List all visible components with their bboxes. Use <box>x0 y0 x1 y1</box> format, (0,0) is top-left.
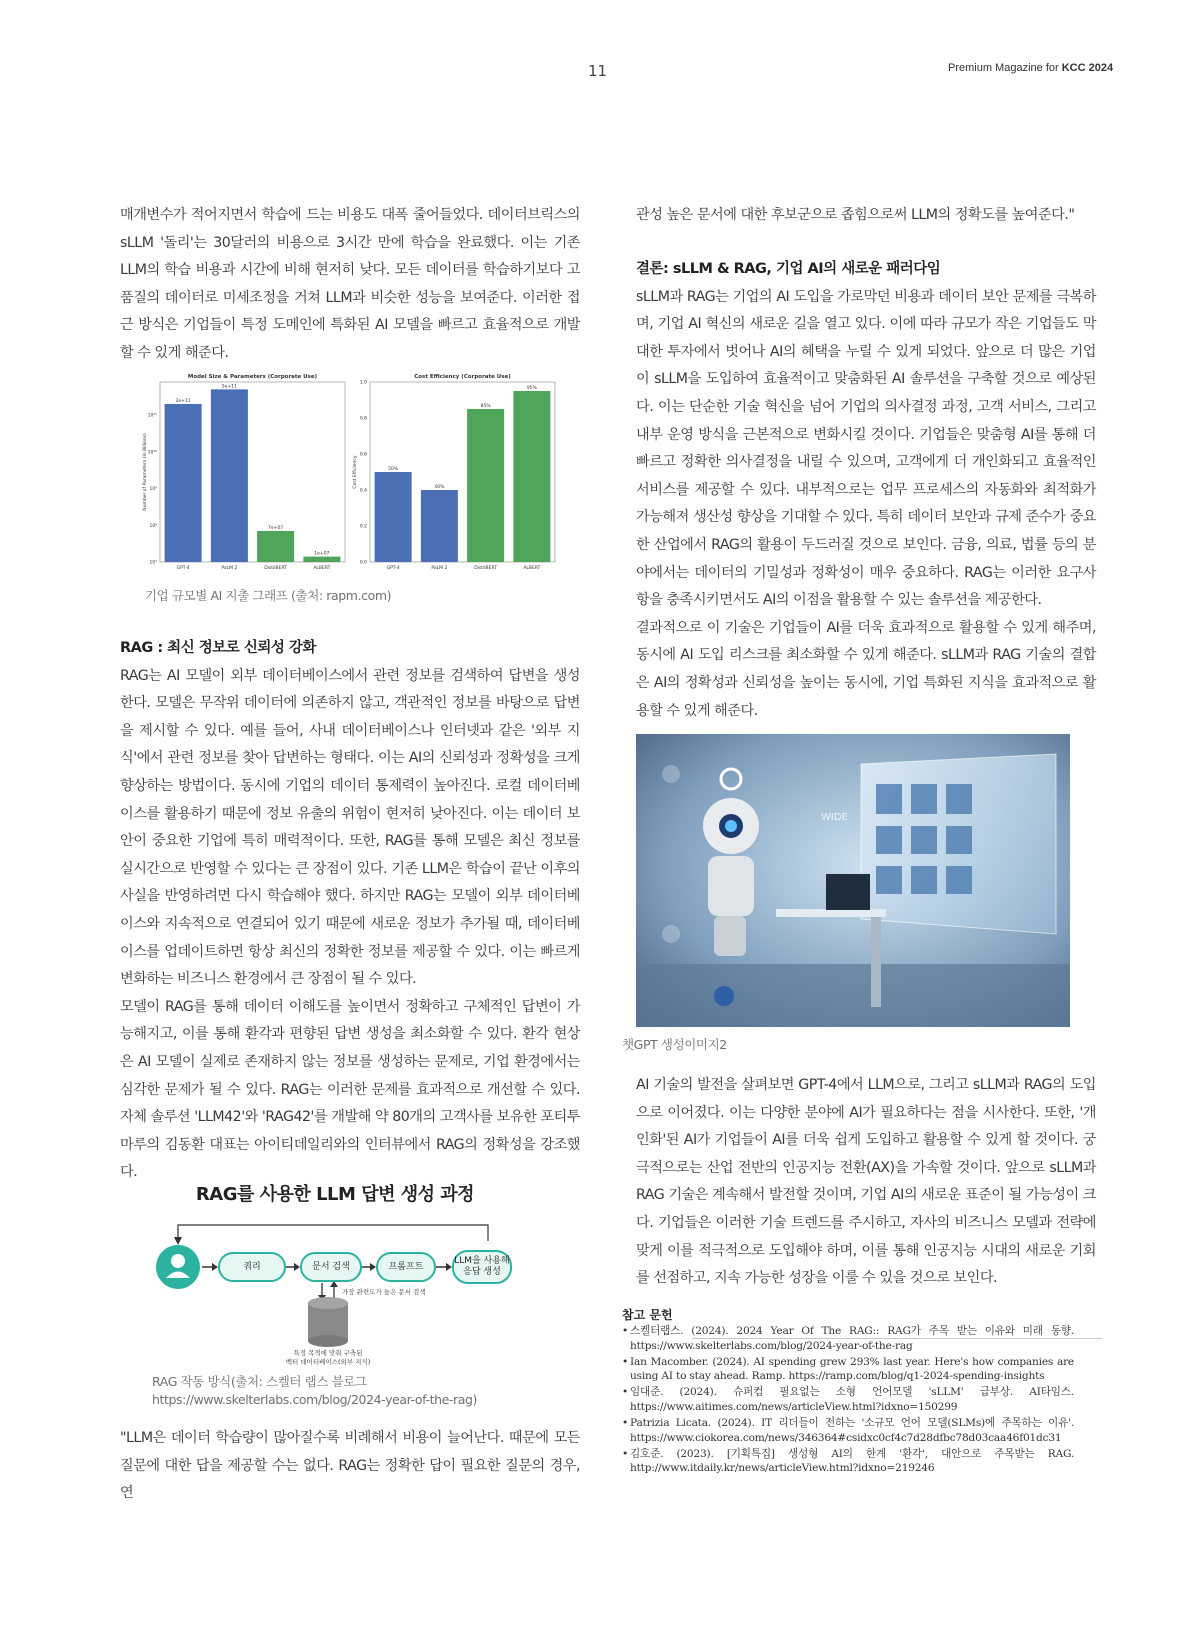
tile-3 <box>946 784 972 814</box>
right-column-top <box>636 202 1096 230</box>
bar-label-0-0: 2e+11 <box>175 399 191 405</box>
flow-step-retrieval: 문서 검색 <box>300 1252 362 1282</box>
reference-item: • Patrizia Licata. (2024). IT 리더들이 전하는 '소규모 언어 모델(SLMs)에 주목하는 이유'. https://www.ciokorea.com/news/346364#csidxc0cf4c7d28dfbc78d03caa46f01dc31 <box>622 1416 1074 1445</box>
desk-leg <box>871 917 881 1007</box>
bar-1-distilbert <box>467 409 504 562</box>
database-bottom <box>308 1335 348 1347</box>
diagram-db-label <box>268 1349 388 1367</box>
chart-tick-1-3: 0.6 <box>359 452 367 458</box>
right-section-conclusion <box>636 256 1096 725</box>
page-number: 11 <box>588 62 608 80</box>
right-paragraph-4: AI 기술의 발전을 살펴보면 GPT-4에서 LLM으로, 그리고 sLLM과 RAG의 도입으로 이어졌다. 이는 다양한 분야에 AI가 필요하다는 점을 시사한다. 또한, '개인화'된 AI가 기업들이 AI를 더욱 쉽게 도입하고 활용할 수 있게 할 것이다. 궁극적으로는 산업 전반의 인공지능 전환(AX)을 가속할 것이다. 앞으로 sLLM과 RAG 기술은 계속해서 발전할 것이며, 기업 AI의 새로운 표준이 될 가능성이 크다. 기업들은 이러한 기술 트렌드를 주시하고, 자사의 비즈니스 모델과 전략에 맞게 이를 적극적으로 도입해야 하며, 이를 통해 인공지능 시대의 새로운 기회를 선점하고, 지속 가능한 성장을 이룰 수 있을 것으로 보인다. <box>636 1077 1096 1287</box>
chart-tick-1-1: 0.2 <box>359 524 367 530</box>
bar-1-gpt-4 <box>375 472 412 562</box>
left-paragraph-1: 매개변수가 적어지면서 학습에 드는 비용도 대폭 줄어들었다. 데이터브릭스의 sLLM '돌리'는 30달러의 비용으로 3시간 만에 학습을 완료했다. 이는 기존 LLM의 학습 비용과 시간에 비해 현저히 낮다. 모든 데이터를 학습하기보다 고품질의 데이터로 미세조정을 거쳐 LLM과 비슷한 성능을 보여준다. 이러한 접근 방식은 기업들이 특정 도메인에 특화된 AI 모델을 빠르고 효율적으로 개발할 수 있게 해준다. <box>120 207 580 361</box>
chart-tick-0-1: 10⁸ <box>149 523 157 529</box>
right-paragraph-1: 관성 높은 문서에 대한 후보군으로 좁힘으로써 LLM의 정확도를 높여준다." <box>636 207 1075 223</box>
category-label-0-1: PaLM 2 <box>221 566 238 571</box>
screen-tiles <box>876 784 972 894</box>
tile-4 <box>876 826 902 854</box>
robot-illustration <box>636 734 1070 1027</box>
chart-tick-1-4: 0.8 <box>359 416 367 422</box>
right-para-4 <box>636 1072 1096 1293</box>
bar-label-1-1: 40% <box>434 485 445 490</box>
left-section-rag <box>120 635 580 1187</box>
robot-eye <box>725 820 737 832</box>
flow-step-generate: LLM을 사용해 응답 생성 <box>452 1250 512 1284</box>
magazine-issue: KCC 2024 <box>1061 62 1114 74</box>
tile-2 <box>911 784 937 814</box>
image-text-wide: WIDE <box>821 812 848 823</box>
chart-tick-0-0: 10⁷ <box>149 560 157 566</box>
bar-label-1-2: 85% <box>480 404 491 409</box>
right-paragraph-2: sLLM과 RAG는 기업의 AI 도입을 가로막던 비용과 데이터 보안 문제를 극복하며, 기업 AI 혁신의 새로운 길을 열고 있다. 이에 따라 규모가 작은 기업들도 막대한 투자에서 벗어나 AI의 혜택을 누릴 수 있게 되었다. 앞으로 더 많은 기업이 sLLM을 도입하여 효율적이고 맞춤화된 AI 솔루션을 구축할 것으로 예상된다. 이는 단순한 기술 혁신을 넘어 기업의 의사결정 과정, 고객 서비스, 그리고 내부 운영 방식을 근본적으로 변화시킬 것이다. 기업들은 맞춤형 AI를 통해 더 빠르고 정확한 의사결정을 내릴 수 있으며, 고객에게 더 개인화되고 효율적인 서비스를 제공할 수 있다. 내부적으로는 업무 프로세스의 자동화와 최적화가 가능해져 생산성 향상을 기대할 수 있다. 특히 데이터 보안과 규제 준수가 중요한 산업에서 RAG의 활용이 두드러질 것으로 보인다. 금융, 의료, 법률 등의 분야에서는 데이터의 기밀성과 정확성이 매우 중요하다. RAG는 이러한 요구사항을 충족시키면서도 AI의 이점을 활용할 수 있는 솔루션을 제공한다. <box>636 288 1096 609</box>
bar-label-1-3: 95% <box>526 386 537 391</box>
bar-0-palm-2 <box>211 389 248 562</box>
bar-label-0-1: 5e+11 <box>221 384 237 390</box>
chart-tick-1-5: 1.0 <box>359 380 367 386</box>
left-paragraph-2: RAG는 AI 모델이 외부 데이터베이스에서 관련 정보를 검색하여 답변을 생성한다. 모델은 무작위 데이터에 의존하지 않고, 객관적인 정보를 바탕으로 답변을 제시할 수 있다. 예를 들어, 사내 데이터베이스나 인터넷과 같은 '외부 지식'에서 관련 정보를 찾아 답변하는 형태다. 이는 AI의 신뢰성과 정확성을 크게 향상하는 방법이다. 동시에 기업의 데이터 통제력이 높아진다. 로컬 데이터베이스를 활용하기 때문에 정보 유출의 위험이 현저히 낮아진다. 이는 데이터 보안이 중요한 기업에 특히 매력적이다. 또한, RAG를 통해 모델은 최신 정보를 실시간으로 반영할 수 있다는 큰 장점이 있다. 기존 LLM은 학습이 끝난 이후의 사실을 반영하려면 다시 학습해야 했다. 하지만 RAG는 모델이 외부 데이터베이스와 지속적으로 연결되어 있기 때문에 새로운 정보가 추가될 때, 데이터베이스를 업데이트하면 항상 최신의 정확한 정보를 제공할 수 있다. 이는 빠르게 변화하는 비즈니스 환경에서 큰 장점이 될 수 있다. <box>120 667 580 988</box>
tile-9 <box>946 866 972 894</box>
chart-tick-0-2: 10⁹ <box>149 487 157 493</box>
chart-tick-0-4: 10¹¹ <box>147 413 157 419</box>
diagram-side-note: 가장 관련도가 높은 문서 검색 <box>342 1288 426 1296</box>
bg-bot-2 <box>662 925 680 943</box>
bg-bot-1 <box>662 765 680 783</box>
chart-ylabel-1: Cost Efficiency <box>353 455 358 489</box>
chart-tick-1-2: 0.4 <box>359 488 367 494</box>
bar-0-distilbert <box>257 531 294 562</box>
chart-figure <box>138 368 568 578</box>
flow-step-prompt: 프롬프트 <box>376 1252 436 1282</box>
chart-tick-1-0: 0.0 <box>359 560 367 566</box>
chart-caption: 기업 규모별 AI 지출 그래프 (출처: rapm.com) <box>145 588 392 603</box>
tile-5 <box>911 826 937 854</box>
category-label-1-1: PaLM 2 <box>431 566 448 571</box>
bar-1-albert <box>513 391 550 562</box>
left-paragraph-4: "LLM은 데이터 학습량이 많아질수록 비례해서 비용이 늘어난다. 때문에 모든 질문에 대한 답을 제공할 수는 없다. RAG는 정확한 답이 필요한 질문의 경우, 연 <box>120 1430 580 1502</box>
category-label-0-0: GPT-4 <box>176 566 190 571</box>
robot-legs <box>714 916 746 956</box>
robot-body <box>708 856 754 916</box>
robot-image <box>636 734 1070 1027</box>
floor <box>636 964 1070 1027</box>
desk-top <box>776 909 886 917</box>
category-label-1-0: GPT-4 <box>386 566 400 571</box>
category-label-0-3: ALBERT <box>313 566 331 571</box>
chart-title-1: Cost Efficiency (Corporate Use) <box>414 374 511 380</box>
flow-step-query: 쿼리 <box>218 1252 286 1282</box>
chart-tick-0-3: 10¹⁰ <box>147 450 157 456</box>
rag-diagram <box>150 1215 530 1375</box>
monitor <box>826 874 870 910</box>
chart-ylabel-0: Number of Parameters (in Billions) <box>143 433 148 511</box>
category-label-1-2: DistilBERT <box>474 566 498 571</box>
bar-0-gpt-4 <box>165 404 202 562</box>
reference-item: • Ian Macomber. (2024). AI spending grew 293% last year. Here's how companies are using AI to stay ahead. Ramp. https://ramp.com/blog/q1-2024-spending-insights <box>622 1355 1074 1384</box>
references-title: 참고 문헌 <box>622 1308 673 1322</box>
category-label-0-2: DistilBERT <box>264 566 288 571</box>
reference-item: • 스켈터랩스. (2024). 2024 Year Of The RAG:: RAG가 주목 받는 이유와 미래 동향. https://www.skelterlabs.com/blog/2024-year-of-the-rag <box>622 1324 1074 1353</box>
right-paragraph-3: 결과적으로 이 기술은 기업들이 AI를 더욱 효과적으로 활용할 수 있게 해주며, 동시에 AI 도입 리스크를 최소화할 수 있게 해준다. sLLM과 RAG 기술의 결합은 AI의 정확성과 신뢰성을 높이는 동시에, 기업 특화된 지식을 효과적으로 활용할 수 있게 해준다. <box>636 619 1096 719</box>
category-label-1-3: ALBERT <box>523 566 541 571</box>
db-label-line-2: 벡터 데이터베이스(외부 지식) <box>285 1358 371 1366</box>
bar-1-palm-2 <box>421 490 458 562</box>
feedback-line <box>178 1225 488 1241</box>
references-list <box>622 1324 1074 1477</box>
db-label-line-1: 특정 목적에 맞춰 구축된 <box>293 1349 363 1357</box>
reference-item: • 임대준. (2024). 슈퍼컴 필요없는 소형 언어모델 'sLLM' 급부상. AI타임스. https://www.aitimes.com/news/articleView.html?idxno=150299 <box>622 1385 1074 1414</box>
left-para-1 <box>120 202 580 368</box>
tile-1 <box>876 784 902 814</box>
feedback-arrowhead <box>174 1237 182 1245</box>
magazine-name: Premium Magazine for <box>948 62 1059 74</box>
bar-label-0-2: 7e+07 <box>268 525 284 531</box>
diagram-caption: RAG 작동 방식(출처: 스켈터 랩스 블로그 https://www.skelterlabs.com/blog/2024-year-of-the-rag) <box>152 1374 478 1407</box>
database-top <box>308 1297 348 1309</box>
heading-conclusion: 결론: sLLM & RAG, 기업 AI의 새로운 패러다임 <box>636 261 941 277</box>
bar-label-0-3: 1e+07 <box>314 551 330 557</box>
tile-6 <box>946 826 972 854</box>
user-icon-head <box>171 1254 185 1268</box>
tile-7 <box>876 866 902 894</box>
left-para-4 <box>120 1425 580 1508</box>
heading-rag: RAG : 최신 정보로 신뢰성 강화 <box>120 640 316 656</box>
charts-svg <box>138 368 568 578</box>
bar-label-1-0: 50% <box>388 467 399 472</box>
chart-title-0: Model Size & Parameters (Corporate Use) <box>187 374 318 380</box>
reference-item: • 김호준. (2023). [기획특집] 생성형 AI의 한계 '환각', 대안으로 주목받는 RAG. http://www.itdaily.kr/news/articleView.html?idxno=219246 <box>622 1447 1074 1476</box>
tile-8 <box>911 866 937 894</box>
left-paragraph-3: 모델이 RAG를 통해 데이터 이해도를 높이면서 정확하고 구체적인 답변이 가능해지고, 이를 통해 환각과 편향된 답변 생성을 최소화할 수 있다. 환각 현상은 AI 모델이 실제로 존재하지 않는 정보를 생성하는 문제로, 기업 환경에서는 심각한 문제가 될 수 있다. RAG는 이러한 문제를 효과적으로 개선할 수 있다. 자체 솔루션 'LLM42'와 'RAG42'를 개발해 약 80개의 고객사를 보유한 포티투마루의 김동환 대표는 아이티데일리와의 인터뷰에서 RAG의 정확성을 강조했다. <box>120 998 580 1181</box>
robot-foot <box>714 986 734 1006</box>
image-caption: 챗GPT 생성이미지2 <box>622 1037 727 1052</box>
diagram-title: RAG를 사용한 LLM 답변 생성 과정 <box>195 1184 475 1205</box>
bar-0-albert <box>303 557 340 562</box>
magazine-title <box>948 62 1113 74</box>
